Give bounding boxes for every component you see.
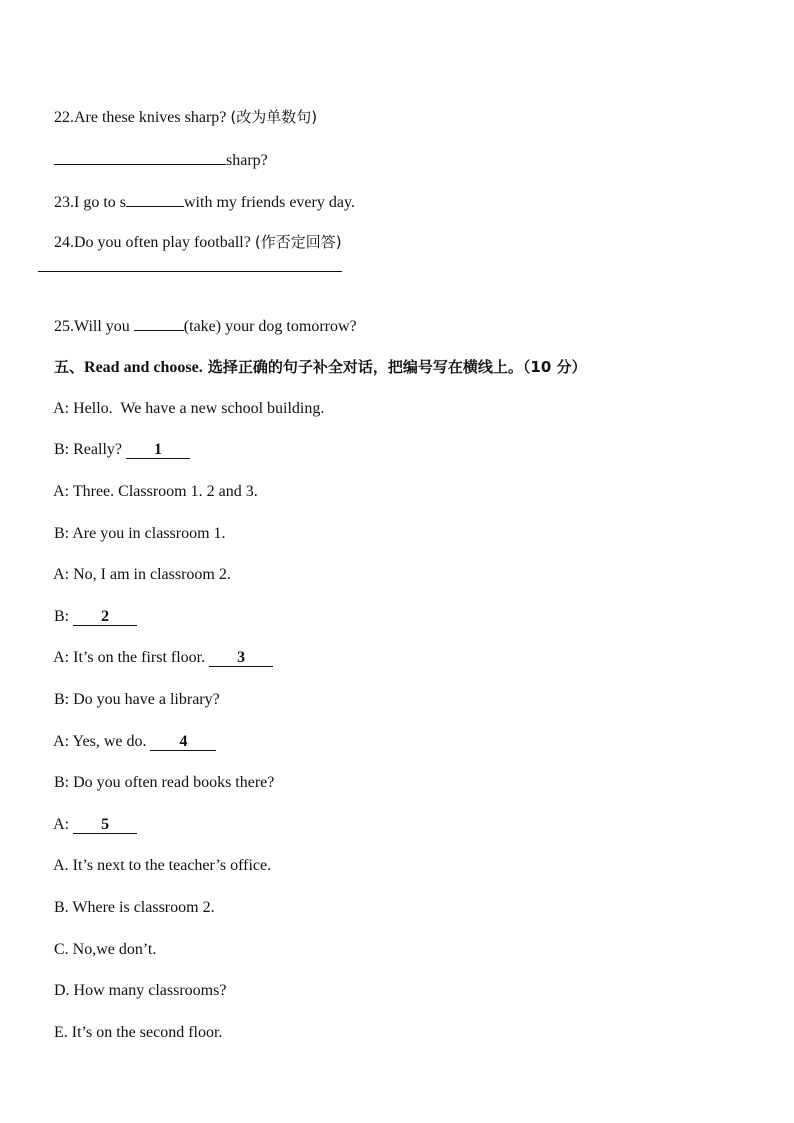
question-24-note: (作否定回答) [254,233,342,251]
dialogue-text: A: It’s on the first floor. [53,649,210,666]
question-22-answer-tail: sharp? [226,152,268,169]
answer-blank-5[interactable]: 5 [73,816,137,834]
option-text: B. Where is classroom 2. [54,899,215,916]
question-22-text: 22.Are these knives sharp? [54,109,231,126]
section-5-prefix: 五、 [54,358,85,376]
question-25-before: 25.Will you [54,318,134,335]
answer-blank[interactable] [54,149,226,165]
option-text: E. It’s on the second floor. [54,1024,223,1041]
question-24-text: 24.Do you often play football? [54,234,255,251]
question-23-after: with my friends every day. [184,194,355,211]
answer-blank[interactable] [126,191,184,207]
section-5-title-cn: 选择正确的句子补全对话，把编号写在横线上。（10 分） [202,358,587,376]
dialogue-text: A: Yes, we do. [53,733,151,750]
option-text: C. No,we don’t. [54,941,157,958]
option-e [38,1003,222,1063]
dialogue-text: A: No, I am in classroom 2. [53,566,231,583]
dialogue-text: A: [53,816,74,833]
answer-blank-1[interactable]: 1 [126,441,190,459]
answer-blank-2[interactable]: 2 [73,608,137,626]
dialogue-text: B: Really? [54,441,126,458]
dialogue-text: B: [54,608,74,625]
dialogue-text: B: Do you have a library? [54,691,220,708]
dialogue-text: A: Hello. We have a new school building. [53,400,325,417]
question-24-answer-line[interactable] [38,254,342,272]
dialogue-text: B: Do you often read books there? [54,774,275,791]
question-23-before: 23.I go to s [54,194,126,211]
question-25-after: (take) your dog tomorrow? [183,318,357,335]
answer-blank-4[interactable]: 4 [150,733,216,751]
option-text: D. How many classrooms? [54,982,227,999]
answer-blank[interactable] [134,315,184,331]
dialogue-text: B: Are you in classroom 1. [54,525,226,542]
option-text: A. It’s next to the teacher’s office. [53,857,272,874]
question-22-note: (改为单数句) [230,108,318,126]
section-5-title-en: Read and choose. [84,359,203,376]
answer-blank-3[interactable]: 3 [209,649,273,667]
dialogue-text: A: Three. Classroom 1. 2 and 3. [53,483,258,500]
